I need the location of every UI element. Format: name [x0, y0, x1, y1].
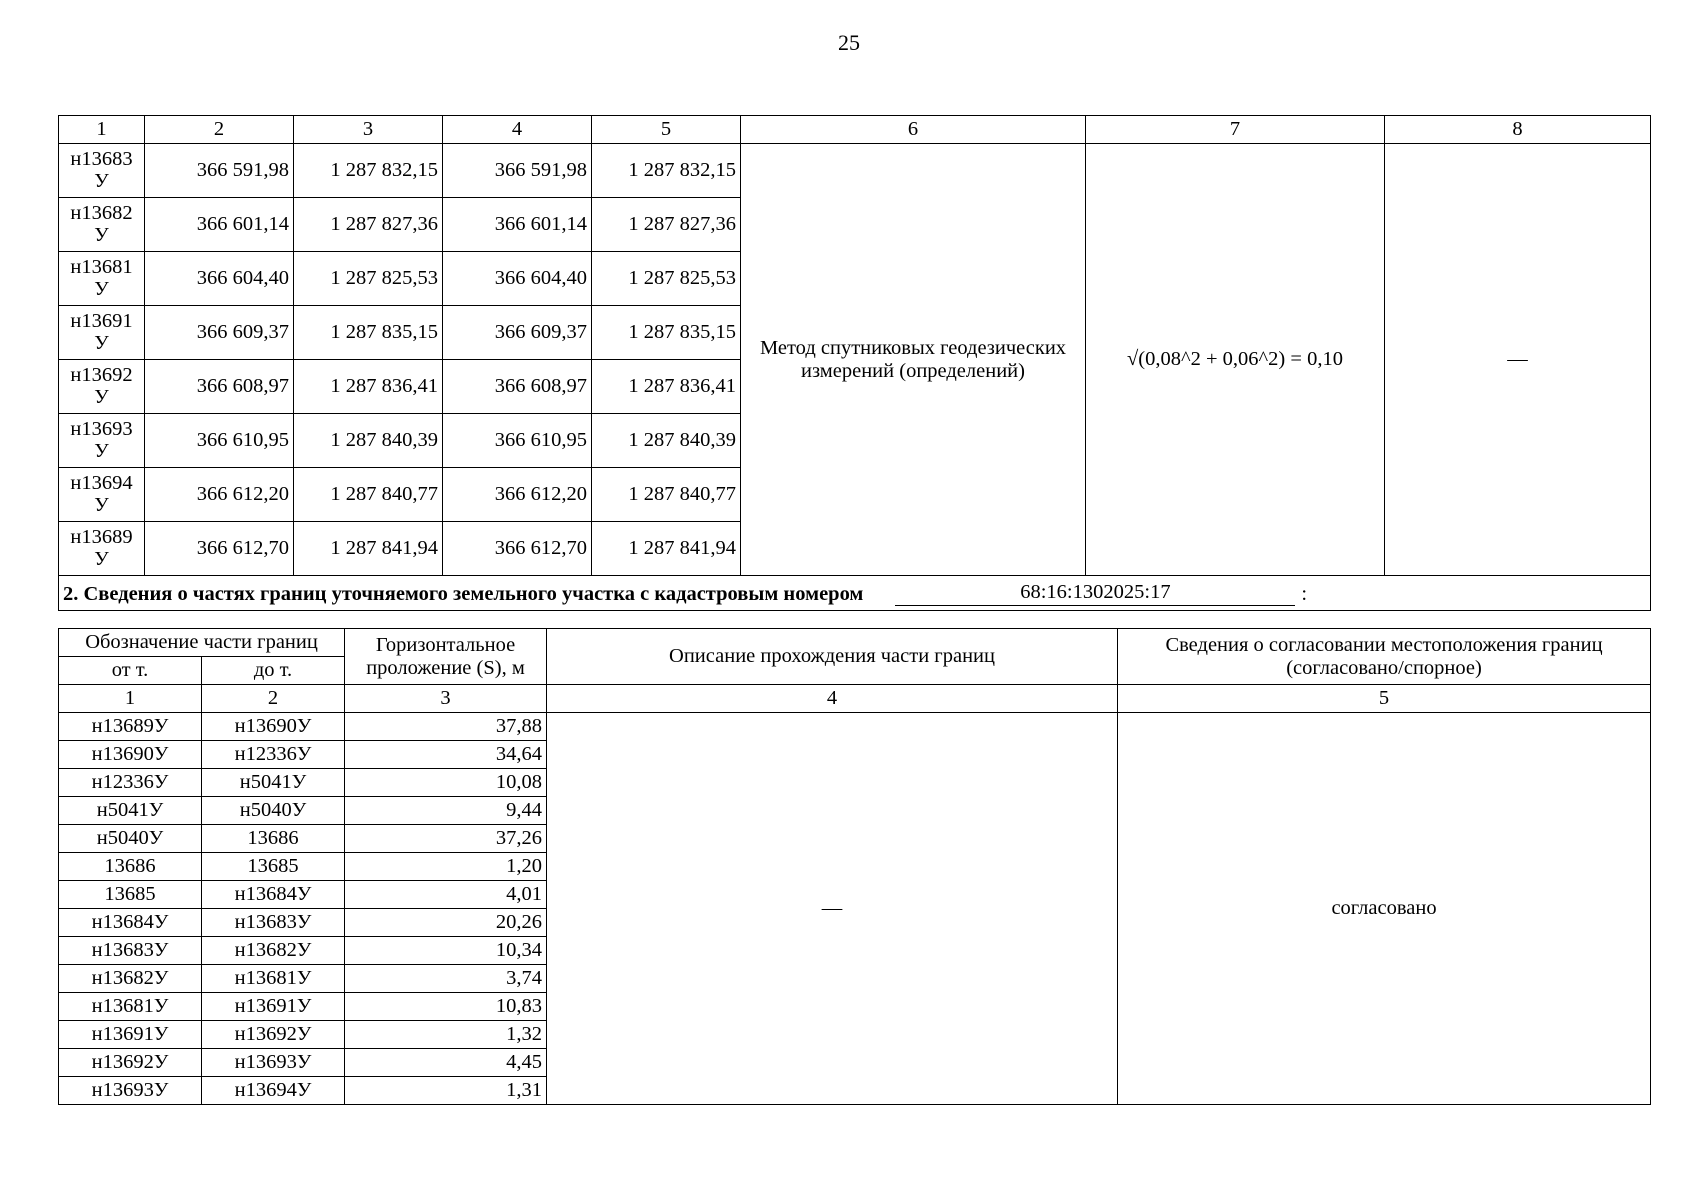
table-row: [59, 713, 1651, 741]
coordinate-cell: 366 609,37: [443, 306, 592, 360]
point-suffix: У: [94, 439, 109, 462]
from-point-cell: н13691У: [59, 1021, 202, 1049]
to-point-cell: н13691У: [202, 993, 345, 1021]
distance-cell: 10,08: [345, 769, 547, 797]
distance-header: Горизонтальное проложение (S), м: [345, 629, 547, 685]
point-designation: [59, 522, 145, 576]
from-point-cell: н13693У: [59, 1077, 202, 1105]
from-point-cell: н13681У: [59, 993, 202, 1021]
coordinate-cell: 1 287 836,41: [592, 360, 741, 414]
to-point-header: до т.: [202, 657, 345, 685]
column-number: 5: [592, 116, 741, 144]
coordinate-cell: 366 604,40: [443, 252, 592, 306]
coordinate-cell: 1 287 835,15: [592, 306, 741, 360]
point-suffix: У: [94, 277, 109, 300]
column-number: 2: [145, 116, 294, 144]
from-point-cell: н13689У: [59, 713, 202, 741]
point-suffix: У: [94, 385, 109, 408]
column-number: 3: [345, 685, 547, 713]
coordinate-cell: 1 287 832,15: [592, 144, 741, 198]
table-row: [59, 144, 1651, 198]
section-heading: [59, 576, 1651, 611]
distance-cell: 9,44: [345, 797, 547, 825]
coordinate-cell: 366 612,20: [443, 468, 592, 522]
section-heading-line: [63, 580, 1646, 606]
coordinate-cell: 366 612,20: [145, 468, 294, 522]
coordinate-cell: 366 612,70: [443, 522, 592, 576]
to-point-cell: н13684У: [202, 881, 345, 909]
coordinate-cell: 1 287 836,41: [294, 360, 443, 414]
coordinate-cell: 1 287 832,15: [294, 144, 443, 198]
distance-cell: 20,26: [345, 909, 547, 937]
from-point-cell: н5040У: [59, 825, 202, 853]
accuracy-cell: √(0,08^2 + 0,06^2) = 0,10: [1086, 144, 1385, 576]
to-point-cell: н12336У: [202, 741, 345, 769]
to-point-cell: н5041У: [202, 769, 345, 797]
coordinate-cell: 1 287 840,39: [294, 414, 443, 468]
point-designation: [59, 144, 145, 198]
coordinate-cell: 1 287 841,94: [592, 522, 741, 576]
point-suffix: У: [94, 223, 109, 246]
point-designation: [59, 306, 145, 360]
point-suffix: У: [94, 547, 109, 570]
coordinate-cell: 366 608,97: [145, 360, 294, 414]
distance-cell: 1,31: [345, 1077, 547, 1105]
distance-cell: 34,64: [345, 741, 547, 769]
column-number: 6: [741, 116, 1086, 144]
coordinate-cell: 366 609,37: [145, 306, 294, 360]
column-number: 7: [1086, 116, 1385, 144]
point-designation: [59, 360, 145, 414]
column-number-row: [59, 116, 1651, 144]
from-point-cell: 13685: [59, 881, 202, 909]
section-title: 2. Сведения о частях границ уточняемого земельного участка с кадастровым номером: [63, 582, 864, 605]
cadastral-number: 68:16:1302025:17: [895, 580, 1295, 606]
to-point-cell: н13683У: [202, 909, 345, 937]
page-number: 25: [838, 30, 860, 55]
to-point-cell: н13690У: [202, 713, 345, 741]
to-point-cell: 13685: [202, 853, 345, 881]
column-number-row: [59, 685, 1651, 713]
table-header-row: [59, 629, 1651, 657]
distance-cell: 4,45: [345, 1049, 547, 1077]
column-8-cell: —: [1385, 144, 1651, 576]
from-point-header: от т.: [59, 657, 202, 685]
section-heading-row: [59, 576, 1651, 611]
coordinate-cell: 366 601,14: [443, 198, 592, 252]
section-colon: :: [1301, 582, 1308, 605]
column-number: 5: [1118, 685, 1651, 713]
column-number: 4: [547, 685, 1118, 713]
point-number: н13683: [70, 148, 133, 171]
to-point-cell: н5040У: [202, 797, 345, 825]
to-point-cell: н13682У: [202, 937, 345, 965]
from-point-cell: н5041У: [59, 797, 202, 825]
point-designation: [59, 252, 145, 306]
column-number: 1: [59, 685, 202, 713]
point-number: н13693: [70, 418, 133, 441]
agreement-header: Сведения о согласовании местоположения границ (согласовано/спорное): [1118, 629, 1651, 685]
boundary-parts-table: [58, 628, 1651, 1105]
distance-cell: 1,32: [345, 1021, 547, 1049]
point-number: н13694: [70, 472, 133, 495]
to-point-cell: 13686: [202, 825, 345, 853]
distance-cell: 37,88: [345, 713, 547, 741]
distance-cell: 3,74: [345, 965, 547, 993]
column-number: 8: [1385, 116, 1651, 144]
from-point-cell: н13692У: [59, 1049, 202, 1077]
designation-header: Обозначение части границ: [59, 629, 345, 657]
from-point-cell: 13686: [59, 853, 202, 881]
coordinate-cell: 1 287 827,36: [294, 198, 443, 252]
coordinate-cell: 366 612,70: [145, 522, 294, 576]
column-number: 2: [202, 685, 345, 713]
point-number: н13682: [70, 202, 133, 225]
from-point-cell: н13690У: [59, 741, 202, 769]
coordinate-cell: 1 287 835,15: [294, 306, 443, 360]
coordinate-cell: 366 604,40: [145, 252, 294, 306]
column-number: 4: [443, 116, 592, 144]
from-point-cell: н13683У: [59, 937, 202, 965]
coordinate-cell: 1 287 825,53: [592, 252, 741, 306]
coordinate-cell: 1 287 840,77: [592, 468, 741, 522]
coordinate-cell: 1 287 840,39: [592, 414, 741, 468]
point-number: н13692: [70, 364, 133, 387]
coordinate-cell: 366 591,98: [443, 144, 592, 198]
point-suffix: У: [94, 331, 109, 354]
to-point-cell: н13694У: [202, 1077, 345, 1105]
column-number: 1: [59, 116, 145, 144]
agreement-cell: согласовано: [1118, 713, 1651, 1105]
distance-cell: 1,20: [345, 853, 547, 881]
coordinate-cell: 1 287 825,53: [294, 252, 443, 306]
coordinate-cell: 1 287 841,94: [294, 522, 443, 576]
point-suffix: У: [94, 493, 109, 516]
point-designation: [59, 198, 145, 252]
point-number: н13681: [70, 256, 133, 279]
method-cell: Метод спутниковых геодезических измерений (определений): [741, 144, 1086, 576]
coordinates-table: [58, 115, 1651, 611]
to-point-cell: н13692У: [202, 1021, 345, 1049]
distance-cell: 10,83: [345, 993, 547, 1021]
point-number: н13689: [70, 526, 133, 549]
point-suffix: У: [94, 169, 109, 192]
coordinate-cell: 366 601,14: [145, 198, 294, 252]
coordinate-cell: 366 610,95: [145, 414, 294, 468]
point-number: н13691: [70, 310, 133, 333]
distance-cell: 10,34: [345, 937, 547, 965]
description-cell: —: [547, 713, 1118, 1105]
coordinate-cell: 1 287 840,77: [294, 468, 443, 522]
to-point-cell: н13693У: [202, 1049, 345, 1077]
from-point-cell: н12336У: [59, 769, 202, 797]
coordinate-cell: 366 591,98: [145, 144, 294, 198]
to-point-cell: н13681У: [202, 965, 345, 993]
column-number: 3: [294, 116, 443, 144]
description-header: Описание прохождения части границ: [547, 629, 1118, 685]
point-designation: [59, 468, 145, 522]
from-point-cell: н13684У: [59, 909, 202, 937]
distance-cell: 37,26: [345, 825, 547, 853]
distance-cell: 4,01: [345, 881, 547, 909]
coordinate-cell: 366 608,97: [443, 360, 592, 414]
coordinate-cell: 1 287 827,36: [592, 198, 741, 252]
coordinate-cell: 366 610,95: [443, 414, 592, 468]
from-point-cell: н13682У: [59, 965, 202, 993]
point-designation: [59, 414, 145, 468]
